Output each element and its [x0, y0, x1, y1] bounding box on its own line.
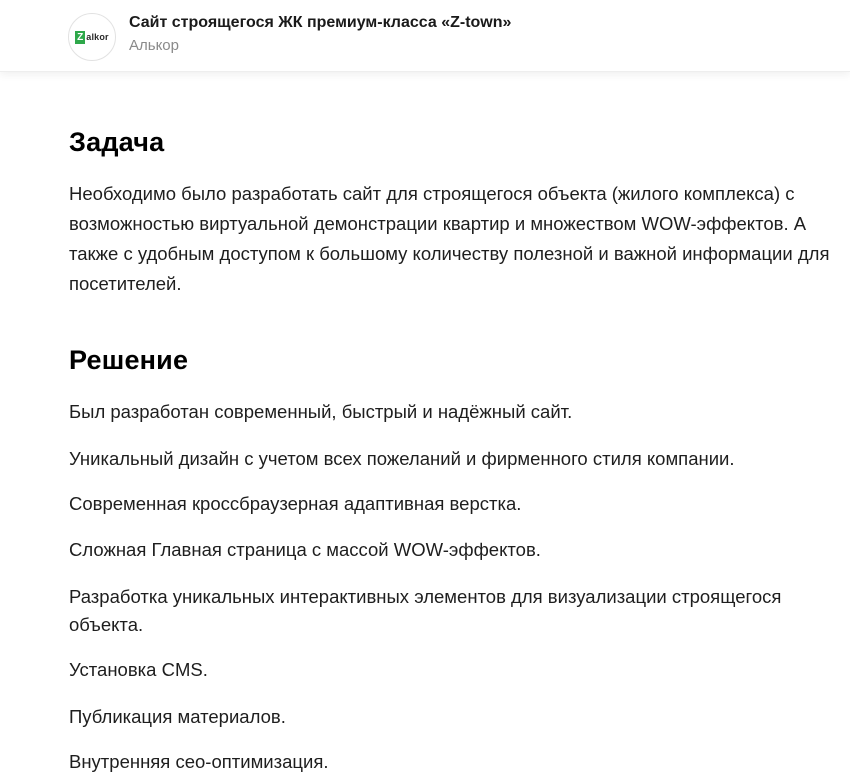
solution-item: Уникальный дизайн с учетом всех пожеланий и фирменного стиля компании. — [69, 448, 735, 469]
solution-item: Установка CMS. — [69, 659, 208, 680]
solution-item: Сложная Главная страница с массой WOW-эффектов. — [69, 539, 541, 560]
solution-item: Внутренняя сео-оптимизация. — [69, 751, 329, 772]
case-title[interactable]: Сайт строящегося ЖК премиум-класса «Z-town» — [129, 14, 512, 31]
solution-item: Был разработан современный, быстрый и надёжный сайт. — [69, 401, 573, 422]
task-heading: Задача — [69, 127, 165, 157]
company-logo[interactable] — [68, 13, 116, 61]
logo-mark — [75, 31, 109, 44]
solution-heading: Решение — [69, 345, 189, 375]
logo-word: alkor — [86, 32, 109, 42]
solution-item: Разработка уникальных интерактивных элементов для визуализации строящегося объекта. — [69, 586, 782, 635]
company-name[interactable]: Алькор — [129, 37, 179, 54]
logo-letter: Z — [77, 31, 84, 43]
solution-item: Публикация материалов. — [69, 706, 286, 727]
task-description: Необходимо было разработать сайт для строящегося объекта (жилого комплекса) с возможностью виртуальной демонстрации квартир и множеством WOW-эффектов. А также с удобным доступом к большому количеству полезной и важной информации для посетителей. — [69, 183, 830, 294]
case-header — [0, 0, 850, 72]
solution-item: Современная кроссбраузерная адаптивная верстка. — [69, 493, 522, 514]
